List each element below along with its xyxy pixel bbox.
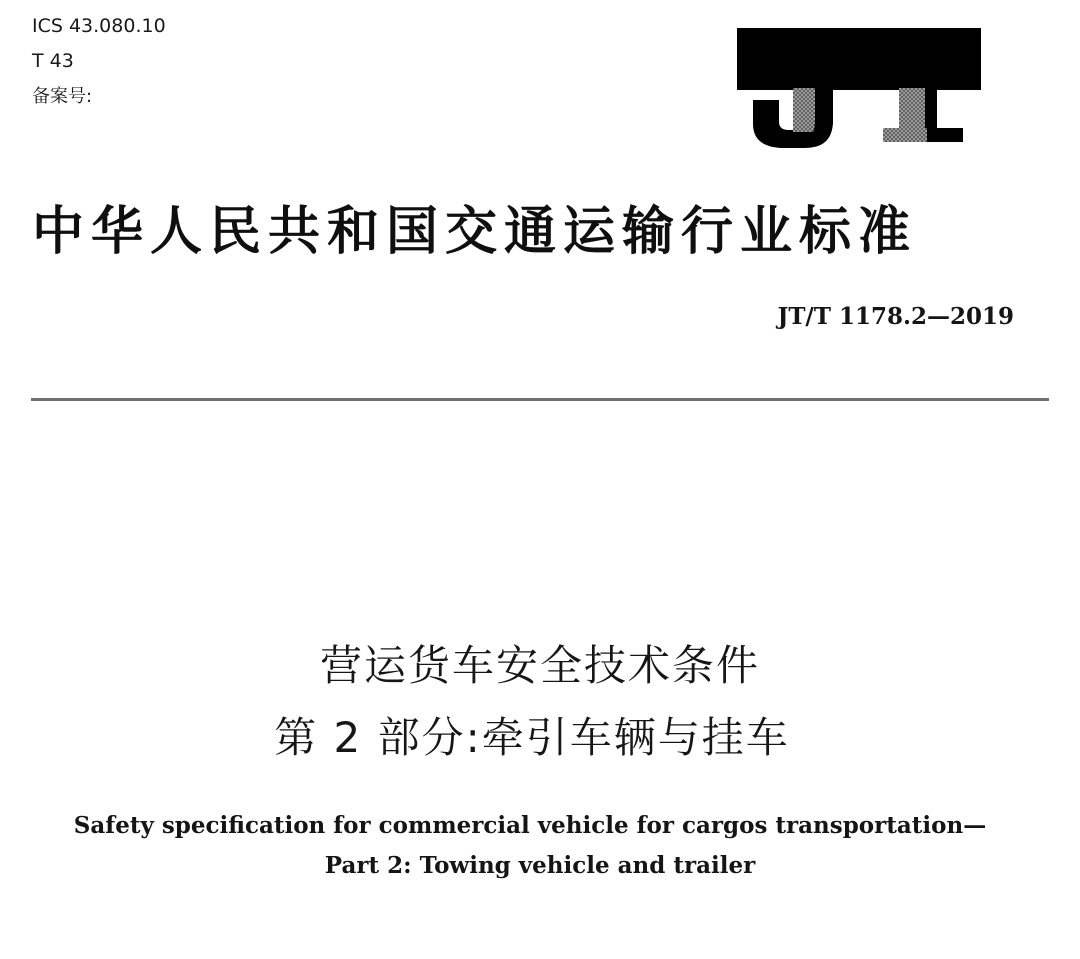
standard-number: JT/T 1178.2—2019: [777, 303, 1014, 330]
jt-logo-text: [737, 152, 738, 153]
standard-heading: 中华人民共和国交通运输行业标准: [32, 202, 918, 262]
header-divider: [31, 398, 1049, 401]
classification-code: T 43: [32, 50, 74, 72]
title-english-line-1: Safety specification for commercial vehicle for cargos transportation—: [73, 812, 987, 839]
jt-logo-graphic: [737, 28, 981, 152]
record-number-label: 备案号:: [32, 86, 93, 107]
title-chinese-line-2: 第 2 部分:牵引车辆与挂车: [274, 713, 790, 762]
ics-code: ICS 43.080.10: [32, 15, 166, 37]
title-english-line-2: Part 2: Towing vehicle and trailer: [324, 852, 756, 879]
title-chinese-line-1: 营运货车安全技术条件: [319, 641, 760, 690]
jt-logo: [737, 28, 981, 152]
